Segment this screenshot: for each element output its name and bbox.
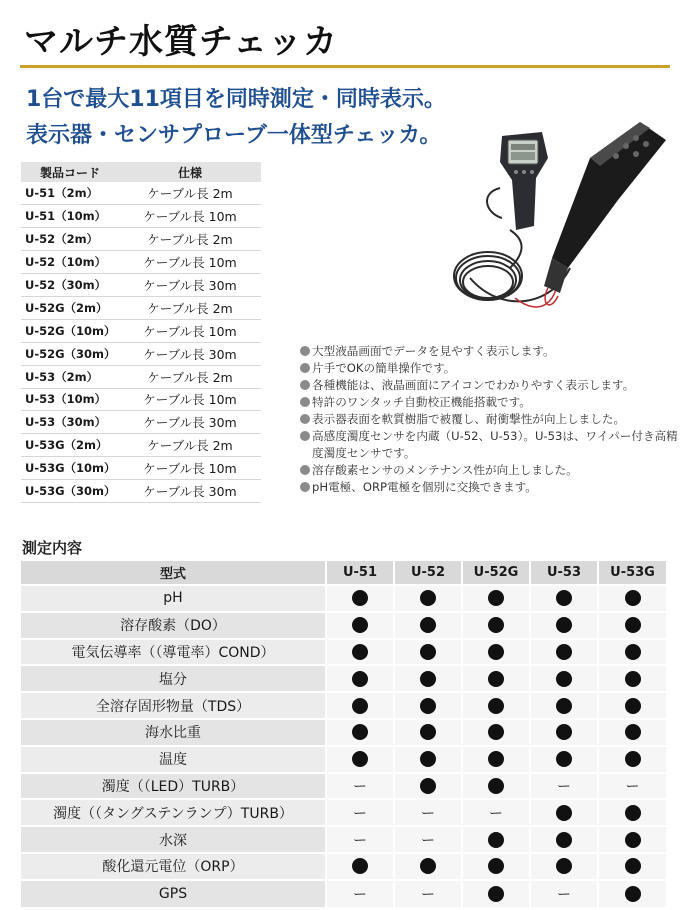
support-cell (394, 799, 462, 826)
support-cell (530, 585, 598, 612)
support-cell (394, 853, 462, 880)
list-item (300, 377, 680, 394)
product-code-cell: U-53G（30m） (21, 480, 119, 503)
support-cell (598, 799, 666, 826)
column-header-model: U-52 (394, 561, 462, 585)
support-cell (326, 719, 394, 746)
measurement-table (21, 561, 666, 907)
feature-text: 片手でOKの簡単操作です。 (312, 361, 456, 375)
product-code-cell: U-52（30m） (21, 274, 119, 297)
supported-dot-icon (625, 724, 641, 740)
support-cell (530, 799, 598, 826)
support-cell (598, 826, 666, 853)
supported-dot-icon (625, 886, 641, 902)
table-row (21, 251, 261, 274)
bullet-icon (300, 482, 310, 492)
supported-dot-icon (352, 590, 368, 606)
support-cell (462, 799, 530, 826)
supported-dot-icon (488, 644, 504, 660)
bullet-icon (300, 380, 310, 390)
supported-dot-icon (556, 751, 572, 767)
supported-dot-icon (556, 832, 572, 848)
support-cell (326, 773, 394, 800)
measurement-item-cell: 温度 (21, 746, 326, 773)
column-header-model: U-53G (598, 561, 666, 585)
support-cell (394, 585, 462, 612)
supported-dot-icon (352, 724, 368, 740)
spec-cell: ケーブル長 30m (119, 342, 261, 365)
measurement-item-cell: 酸化還元電位（ORP） (21, 853, 326, 880)
column-header-code: 製品コード (21, 162, 119, 182)
supported-dot-icon (556, 698, 572, 714)
product-code-cell: U-52（2m） (21, 228, 119, 251)
measurement-item-cell: 濁度（（LED）TURB） (21, 773, 326, 800)
supported-dot-icon (625, 644, 641, 660)
support-cell (326, 853, 394, 880)
table-row (21, 228, 261, 251)
product-code-cell: U-52G（30m） (21, 342, 119, 365)
supported-dot-icon (352, 644, 368, 660)
measurement-item-cell: GPS (21, 880, 326, 907)
product-code-table (21, 162, 261, 503)
table-row (21, 612, 666, 639)
title-divider (20, 65, 670, 68)
product-code-cell: U-51（2m） (21, 182, 119, 205)
support-cell (394, 612, 462, 639)
column-header-model: U-53 (530, 561, 598, 585)
table-row (21, 274, 261, 297)
spec-table-header (21, 162, 261, 182)
table-row (21, 365, 261, 388)
supported-dot-icon (420, 724, 436, 740)
table-row (21, 342, 261, 365)
product-photo-water-checker (440, 118, 670, 338)
list-item (300, 360, 680, 377)
support-cell (530, 746, 598, 773)
section-title-measurement: 測定内容 (22, 539, 83, 557)
supported-dot-icon (352, 858, 368, 874)
spec-cell: ケーブル長 10m (119, 251, 261, 274)
support-cell (394, 692, 462, 719)
support-cell (394, 826, 462, 853)
table-row (21, 799, 666, 826)
support-cell (462, 665, 530, 692)
supported-dot-icon (625, 751, 641, 767)
feature-text: 溶存酸素センサのメンテナンス性が向上しました。 (312, 463, 578, 477)
product-code-cell: U-51（10m） (21, 205, 119, 228)
support-cell (326, 692, 394, 719)
support-cell (598, 746, 666, 773)
supported-dot-icon (420, 644, 436, 660)
product-code-cell: U-53（30m） (21, 411, 119, 434)
list-item (300, 479, 680, 496)
support-cell (530, 773, 598, 800)
supported-dot-icon (488, 778, 504, 794)
table-row (21, 585, 666, 612)
feature-text: 各種機能は、液晶画面にアイコンでわかりやすく表示します。 (312, 378, 635, 392)
support-cell (530, 826, 598, 853)
support-cell (394, 773, 462, 800)
support-cell (326, 826, 394, 853)
not-supported-dash: ー (557, 778, 571, 795)
spec-cell: ケーブル長 30m (119, 411, 261, 434)
bullet-icon (300, 346, 310, 356)
support-cell (462, 585, 530, 612)
supported-dot-icon (556, 805, 572, 821)
spec-cell: ケーブル長 30m (119, 480, 261, 503)
bullet-icon (300, 431, 310, 441)
supported-dot-icon (420, 617, 436, 633)
table-row (21, 434, 261, 457)
spec-cell: ケーブル長 2m (119, 434, 261, 457)
spec-cell: ケーブル長 10m (119, 319, 261, 342)
table-row (21, 826, 666, 853)
support-cell (326, 612, 394, 639)
support-cell (326, 585, 394, 612)
table-row (21, 746, 666, 773)
table-row (21, 665, 666, 692)
table-row (21, 880, 666, 907)
support-cell (462, 773, 530, 800)
product-code-cell: U-52（10m） (21, 251, 119, 274)
feature-list (300, 343, 680, 496)
not-supported-dash: ー (353, 778, 367, 795)
support-cell (598, 853, 666, 880)
table-row (21, 457, 261, 480)
not-supported-dash: ー (557, 886, 571, 903)
supported-dot-icon (556, 671, 572, 687)
supported-dot-icon (420, 751, 436, 767)
supported-dot-icon (625, 858, 641, 874)
support-cell (530, 665, 598, 692)
bullet-icon (300, 397, 310, 407)
supported-dot-icon (625, 805, 641, 821)
supported-dot-icon (488, 617, 504, 633)
table-row (21, 719, 666, 746)
product-code-cell: U-53G（10m） (21, 457, 119, 480)
feature-text: 大型液晶画面でデータを見やすく表示します。 (312, 344, 555, 358)
support-cell (462, 826, 530, 853)
support-cell (394, 665, 462, 692)
support-cell (394, 639, 462, 666)
not-supported-dash: ー (353, 886, 367, 903)
sensor-probe-icon (544, 122, 666, 305)
feature-text: pH電極、ORP電極を個別に交換できます。 (312, 480, 537, 494)
supported-dot-icon (625, 671, 641, 687)
support-cell (326, 799, 394, 826)
product-code-cell: U-52G（2m） (21, 296, 119, 319)
not-supported-dash: ー (489, 805, 503, 822)
supported-dot-icon (556, 644, 572, 660)
support-cell (530, 880, 598, 907)
spec-cell: ケーブル長 2m (119, 296, 261, 319)
measurement-item-cell: 溶存酸素（DO） (21, 612, 326, 639)
support-cell (530, 692, 598, 719)
not-supported-dash: ー (421, 805, 435, 822)
measurement-item-cell: 電気伝導率（（導電率）COND） (21, 639, 326, 666)
support-cell (326, 639, 394, 666)
supported-dot-icon (625, 832, 641, 848)
table-row (21, 182, 261, 205)
column-header-model: U-51 (326, 561, 394, 585)
support-cell (530, 639, 598, 666)
column-header-spec: 仕様 (119, 162, 261, 182)
supported-dot-icon (488, 751, 504, 767)
supported-dot-icon (556, 590, 572, 606)
support-cell (462, 880, 530, 907)
table-row (21, 853, 666, 880)
supported-dot-icon (352, 751, 368, 767)
feature-text: 特許のワンタッチ自動校正機能搭載です。 (312, 395, 531, 409)
supported-dot-icon (420, 858, 436, 874)
product-code-cell: U-53G（2m） (21, 434, 119, 457)
support-cell (530, 853, 598, 880)
supported-dot-icon (556, 617, 572, 633)
spec-cell: ケーブル長 2m (119, 228, 261, 251)
table-row (21, 692, 666, 719)
table-row (21, 639, 666, 666)
support-cell (462, 853, 530, 880)
product-code-cell: U-52G（10m） (21, 319, 119, 342)
spec-cell: ケーブル長 10m (119, 205, 261, 228)
measurement-item-cell: 水深 (21, 826, 326, 853)
display-unit-icon (500, 132, 548, 230)
support-cell (598, 719, 666, 746)
support-cell (462, 746, 530, 773)
support-cell (462, 692, 530, 719)
supported-dot-icon (488, 590, 504, 606)
support-cell (394, 880, 462, 907)
supported-dot-icon (625, 698, 641, 714)
supported-dot-icon (556, 858, 572, 874)
support-cell (462, 719, 530, 746)
column-header-model: U-52G (462, 561, 530, 585)
table-row (21, 296, 261, 319)
spec-cell: ケーブル長 10m (119, 457, 261, 480)
bullet-icon (300, 414, 310, 424)
bullet-icon (300, 465, 310, 475)
table-row (21, 411, 261, 434)
support-cell (530, 612, 598, 639)
list-item (300, 411, 680, 428)
tagline-1: 1台で最大11項目を同時測定・同時表示。 (26, 87, 446, 112)
feature-text: 表示器表面を軟質樹脂で被覆し、耐衝撃性が向上しました。 (312, 412, 626, 426)
bullet-icon (300, 363, 310, 373)
spec-cell: ケーブル長 2m (119, 365, 261, 388)
support-cell (326, 746, 394, 773)
supported-dot-icon (488, 832, 504, 848)
supported-dot-icon (420, 590, 436, 606)
product-code-cell: U-53（10m） (21, 388, 119, 411)
table-row (21, 773, 666, 800)
supported-dot-icon (488, 724, 504, 740)
supported-dot-icon (488, 886, 504, 902)
feature-text: 高感度濁度センサを内蔵（U-52、U-53）。U-53は、ワイパー付き高精度濁度センサです。 (312, 429, 678, 460)
product-code-cell: U-53（2m） (21, 365, 119, 388)
supported-dot-icon (420, 671, 436, 687)
measurement-item-cell: 海水比重 (21, 719, 326, 746)
support-cell (598, 773, 666, 800)
support-cell (598, 612, 666, 639)
spec-table-body (21, 182, 261, 502)
supported-dot-icon (352, 617, 368, 633)
support-cell (326, 665, 394, 692)
support-cell (394, 719, 462, 746)
measurement-item-cell: 塩分 (21, 665, 326, 692)
tagline-2: 表示器・センサプローブ一体型チェッカ。 (26, 123, 442, 148)
supported-dot-icon (352, 698, 368, 714)
list-item (300, 394, 680, 411)
support-cell (598, 692, 666, 719)
table-row (21, 205, 261, 228)
measurement-table-body (21, 585, 666, 907)
support-cell (394, 746, 462, 773)
list-item (300, 343, 680, 360)
list-item (300, 462, 680, 479)
table-row (21, 480, 261, 503)
spec-cell: ケーブル長 2m (119, 182, 261, 205)
not-supported-dash: ー (421, 886, 435, 903)
support-cell (598, 880, 666, 907)
measurement-item-cell: 全溶存固形物量（TDS） (21, 692, 326, 719)
supported-dot-icon (625, 617, 641, 633)
list-item (300, 428, 680, 462)
table-row (21, 388, 261, 411)
supported-dot-icon (488, 698, 504, 714)
supported-dot-icon (420, 778, 436, 794)
not-supported-dash: ー (353, 805, 367, 822)
support-cell (598, 639, 666, 666)
spec-cell: ケーブル長 30m (119, 274, 261, 297)
supported-dot-icon (488, 671, 504, 687)
measurement-item-cell: pH (21, 585, 326, 612)
measurement-item-cell: 濁度（（タングステンランプ）TURB） (21, 799, 326, 826)
spec-cell: ケーブル長 10m (119, 388, 261, 411)
supported-dot-icon (488, 858, 504, 874)
support-cell (462, 639, 530, 666)
supported-dot-icon (625, 590, 641, 606)
supported-dot-icon (420, 698, 436, 714)
column-header-model-type: 型式 (21, 561, 326, 585)
support-cell (598, 665, 666, 692)
support-cell (462, 612, 530, 639)
not-supported-dash: ー (421, 832, 435, 849)
support-cell (326, 880, 394, 907)
not-supported-dash: ー (353, 832, 367, 849)
measurement-table-header (21, 561, 666, 585)
not-supported-dash: ー (625, 778, 640, 795)
page-title: マルチ水質チェッカ (24, 22, 338, 62)
table-row (21, 319, 261, 342)
supported-dot-icon (352, 671, 368, 687)
supported-dot-icon (556, 724, 572, 740)
support-cell (530, 719, 598, 746)
support-cell (598, 585, 666, 612)
